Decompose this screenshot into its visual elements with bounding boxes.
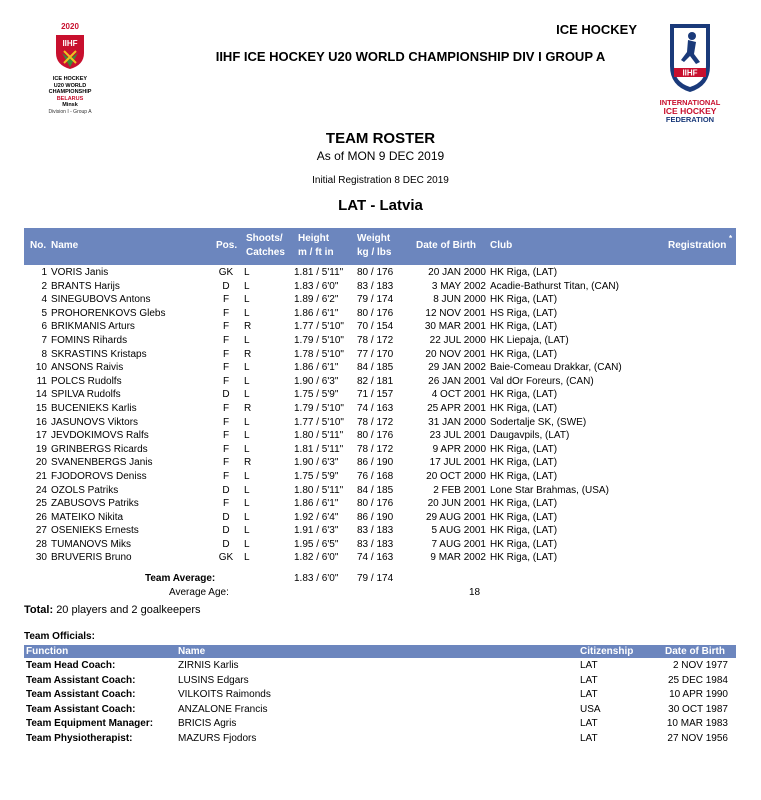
initial-registration: Initial Registration 8 DEC 2019	[312, 175, 449, 186]
player-club: HS Riga, (LAT)	[490, 307, 558, 319]
player-weight: 83 / 183	[357, 525, 394, 537]
official-citizenship: LAT	[580, 674, 598, 686]
team-average-label: Team Average:	[145, 573, 216, 584]
player-number: 7	[41, 334, 47, 346]
team-average-weight: 79 / 174	[357, 573, 394, 584]
player-position: D	[222, 538, 230, 550]
event-logo-year: 2020	[61, 22, 79, 31]
official-citizenship: LAT	[580, 732, 598, 744]
event-title: IIHF ICE HOCKEY U20 WORLD CHAMPIONSHIP DIV I GROUP A	[215, 49, 606, 64]
list-item	[24, 674, 736, 689]
official-dob: 27 NOV 1956	[667, 732, 728, 744]
list-item	[24, 732, 736, 747]
player-name: JASUNOVS Viktors	[51, 416, 139, 428]
player-club: HK Liepaja, (LAT)	[490, 334, 569, 346]
roster-table	[24, 266, 736, 565]
player-height: 1.79 / 5'10"	[294, 402, 344, 414]
player-club: Daugavpils, (LAT)	[490, 430, 570, 442]
player-position: F	[222, 294, 230, 306]
table-row	[24, 497, 736, 511]
player-position: F	[222, 402, 230, 414]
player-height: 1.90 / 6'3"	[294, 457, 339, 469]
table-row	[24, 361, 736, 375]
player-shoots: R	[244, 402, 252, 414]
player-name: OZOLS Patriks	[51, 484, 119, 496]
player-name: BRUVERIS Bruno	[51, 552, 132, 564]
player-number: 25	[35, 498, 47, 510]
player-position: D	[222, 484, 230, 496]
player-dob: 20 JAN 2000	[428, 267, 486, 278]
official-citizenship: LAT	[580, 718, 598, 730]
player-dob: 26 JAN 2001	[428, 375, 486, 387]
player-club: HK Riga, (LAT)	[490, 457, 558, 469]
player-number: 11	[36, 375, 47, 387]
player-height: 1.79 / 5'10"	[294, 334, 344, 346]
player-name: BRANTS Harijs	[51, 280, 120, 292]
player-name: ANSONS Raivis	[51, 362, 124, 374]
player-number: 26	[35, 511, 47, 523]
official-dob: 10 APR 1990	[669, 689, 728, 701]
official-name: BRICIS Agris	[178, 718, 237, 730]
col-name: Name	[51, 240, 79, 251]
player-height: 1.86 / 6'1"	[294, 307, 339, 319]
official-function: Team Physiotherapist:	[26, 732, 133, 744]
list-item	[24, 688, 736, 703]
player-shoots: L	[244, 375, 250, 387]
player-dob: 9 MAR 2002	[430, 552, 486, 564]
player-weight: 71 / 157	[357, 389, 394, 401]
player-weight: 74 / 163	[357, 552, 394, 564]
player-shoots: L	[244, 498, 250, 510]
player-club: HK Riga, (LAT)	[490, 389, 558, 401]
table-row	[24, 402, 736, 416]
total-summary	[24, 604, 201, 616]
player-height: 1.77 / 5'10"	[294, 321, 344, 333]
table-row	[24, 443, 736, 457]
table-row	[24, 456, 736, 470]
player-dob: 7 AUG 2001	[431, 538, 486, 550]
player-number: 28	[35, 538, 47, 550]
as-of-date: As of MON 9 DEC 2019	[316, 149, 445, 163]
player-weight: 78 / 172	[357, 334, 394, 346]
player-position: F	[222, 348, 230, 360]
event-logo-line3: CHAMPIONSHIP	[48, 89, 92, 95]
officials-header	[24, 645, 736, 658]
player-weight: 74 / 163	[357, 402, 394, 414]
player-dob: 30 MAR 2001	[424, 321, 486, 333]
player-number: 19	[35, 443, 47, 455]
player-dob: 9 APR 2000	[432, 443, 486, 455]
player-position: F	[222, 457, 230, 469]
player-name: SINEGUBOVS Antons	[51, 294, 151, 306]
player-dob: 17 JUL 2001	[429, 457, 486, 469]
official-function: Team Assistant Coach:	[26, 703, 136, 715]
player-shoots: R	[244, 457, 252, 469]
player-height: 1.92 / 6'4"	[294, 511, 339, 523]
player-dob: 22 JUL 2000	[429, 334, 486, 346]
player-position: D	[222, 280, 230, 292]
player-number: 14	[35, 389, 47, 401]
official-name: ANZALONE Francis	[178, 703, 268, 715]
average-age-label: Average Age:	[169, 587, 229, 598]
player-position: F	[222, 362, 230, 374]
table-row	[24, 348, 736, 362]
officials-table	[24, 659, 736, 747]
player-shoots: L	[244, 416, 250, 428]
official-dob: 10 MAR 1983	[666, 718, 728, 730]
player-dob: 20 JUN 2001	[427, 498, 486, 510]
player-position: F	[222, 498, 230, 510]
player-position: F	[222, 470, 230, 482]
player-height: 1.90 / 6'3"	[294, 375, 339, 387]
player-dob: 20 OCT 2000	[426, 470, 486, 482]
player-club: HK Riga, (LAT)	[490, 498, 558, 510]
player-height: 1.86 / 6'1"	[294, 362, 339, 374]
player-club: HK Riga, (LAT)	[490, 525, 558, 537]
table-row	[24, 293, 736, 307]
table-row	[24, 429, 736, 443]
player-position: D	[222, 511, 230, 523]
sport-title: ICE HOCKEY	[556, 22, 637, 37]
col-registration-mark: *	[729, 234, 733, 243]
col-pos: Pos.	[216, 240, 238, 251]
iihf-logo-line2: ICE HOCKEY	[663, 106, 717, 116]
player-height: 1.80 / 5'11"	[294, 430, 344, 442]
player-dob: 8 JUN 2000	[433, 294, 486, 306]
player-position: D	[222, 389, 230, 401]
player-position: GK	[218, 552, 234, 564]
official-name: ZIRNIS Karlis	[178, 660, 239, 671]
col-weight-units: kg / lbs	[357, 247, 392, 258]
player-position: F	[222, 307, 230, 319]
player-weight: 80 / 176	[357, 307, 394, 319]
iihf-logo	[652, 22, 728, 124]
player-shoots: L	[244, 538, 250, 550]
official-dob: 30 OCT 1987	[668, 703, 728, 715]
event-logo-city: Minsk	[62, 102, 78, 108]
player-name: VORIS Janis	[51, 267, 109, 278]
player-club: HK Riga, (LAT)	[490, 552, 558, 564]
player-shoots: R	[244, 321, 252, 333]
player-height: 1.75 / 5'9"	[294, 389, 339, 401]
player-club: HK Riga, (LAT)	[490, 294, 558, 306]
table-row	[24, 266, 736, 280]
table-row	[24, 280, 736, 294]
player-name: PROHORENKOVS Glebs	[51, 307, 166, 319]
player-number: 21	[35, 470, 47, 482]
player-shoots: L	[244, 470, 250, 482]
player-weight: 79 / 174	[357, 294, 394, 306]
roster-header	[24, 228, 736, 265]
iihf-logo-line1: INTERNATIONAL	[659, 98, 721, 107]
player-club: HK Riga, (LAT)	[490, 402, 558, 414]
player-weight: 82 / 181	[357, 375, 394, 387]
player-shoots: L	[244, 294, 250, 306]
player-dob: 2 FEB 2001	[433, 484, 486, 496]
player-position: F	[222, 416, 230, 428]
player-name: JEVDOKIMOVS Ralfs	[51, 430, 149, 442]
player-number: 2	[41, 280, 47, 292]
player-number: 27	[35, 525, 47, 537]
off-col-name: Name	[178, 646, 206, 657]
svg-text:IIHF: IIHF	[62, 39, 78, 48]
col-registration: Registration	[668, 240, 727, 251]
table-row	[24, 484, 736, 498]
player-dob: 12 NOV 2001	[425, 307, 486, 319]
player-number: 20	[35, 457, 47, 469]
player-shoots: L	[244, 443, 250, 455]
player-dob: 3 MAY 2002	[431, 280, 486, 292]
player-height: 1.86 / 6'1"	[294, 498, 339, 510]
player-weight: 76 / 168	[357, 470, 394, 482]
player-weight: 80 / 176	[357, 498, 394, 510]
col-shoots: Shoots/	[246, 233, 283, 244]
player-club: Val dOr Foreurs, (CAN)	[490, 375, 594, 387]
player-name: SVANENBERGS Janis	[51, 457, 153, 469]
player-position: D	[222, 525, 230, 537]
player-name: GRINBERGS Ricards	[51, 443, 148, 455]
player-name: SPILVA Rudolfs	[51, 389, 121, 401]
official-name: MAZURS Fjodors	[178, 732, 257, 744]
player-shoots: L	[244, 484, 250, 496]
off-col-citizenship: Citizenship	[580, 646, 634, 657]
player-shoots: L	[244, 280, 250, 292]
player-shoots: L	[244, 525, 250, 537]
player-club: HK Riga, (LAT)	[490, 443, 558, 455]
table-row	[24, 524, 736, 538]
official-function: Team Head Coach:	[26, 660, 116, 671]
col-height-units: m / ft in	[298, 247, 334, 258]
player-number: 4	[41, 294, 47, 306]
table-row	[24, 388, 736, 402]
player-club: HK Riga, (LAT)	[490, 511, 558, 523]
player-dob: 31 JAN 2000	[428, 416, 486, 428]
official-function: Team Assistant Coach:	[26, 689, 136, 701]
iihf-logo-line3: FEDERATION	[665, 115, 715, 124]
table-row	[24, 307, 736, 321]
player-club: HK Riga, (LAT)	[490, 267, 558, 278]
col-catches: Catches	[246, 247, 285, 258]
player-dob: 29 AUG 2001	[425, 511, 486, 523]
player-shoots: L	[244, 362, 250, 374]
table-row	[24, 511, 736, 525]
event-logo-line2: U20 WORLD	[53, 82, 87, 89]
team-average-height: 1.83 / 6'0"	[294, 573, 339, 584]
player-shoots: R	[244, 348, 252, 360]
player-number: 10	[35, 362, 47, 374]
player-position: F	[222, 321, 230, 333]
player-number: 16	[35, 416, 47, 428]
table-row	[24, 375, 736, 389]
player-number: 24	[35, 484, 47, 496]
player-weight: 80 / 176	[357, 430, 394, 442]
player-number: 1	[41, 267, 47, 278]
player-height: 1.80 / 5'11"	[294, 484, 344, 496]
player-shoots: L	[244, 389, 250, 401]
event-logo-line1: ICE HOCKEY	[52, 76, 88, 82]
player-height: 1.75 / 5'9"	[294, 470, 339, 482]
player-weight: 78 / 172	[357, 416, 394, 428]
player-weight: 78 / 172	[357, 443, 394, 455]
player-number: 15	[35, 402, 47, 414]
official-citizenship: LAT	[580, 689, 598, 701]
total-label: Total:	[24, 604, 54, 616]
col-height: Height	[298, 233, 330, 244]
page-title: TEAM ROSTER	[325, 130, 436, 147]
event-logo-country: BELARUS	[56, 95, 84, 102]
player-height: 1.91 / 6'3"	[294, 525, 339, 537]
table-row	[24, 551, 736, 565]
player-weight: 86 / 190	[357, 511, 394, 523]
player-name: MATEIKO Nikita	[51, 511, 124, 523]
col-dob: Date of Birth	[416, 240, 476, 251]
team-name: LAT - Latvia	[338, 197, 423, 214]
player-name: OSENIEKS Ernests	[51, 525, 139, 537]
table-row	[24, 416, 736, 430]
player-number: 17	[35, 430, 47, 442]
player-shoots: L	[244, 334, 250, 346]
official-name: VILKOITS Raimonds	[178, 689, 271, 701]
table-row	[24, 334, 736, 348]
average-age-value: 18	[469, 587, 481, 598]
player-name: FOMINS Rihards	[51, 334, 128, 346]
off-col-dob: Date of Birth	[665, 646, 725, 657]
event-logo	[34, 22, 106, 115]
player-dob: 4 OCT 2001	[431, 389, 486, 401]
player-height: 1.82 / 6'0"	[294, 552, 339, 564]
player-name: ZABUSOVS Patriks	[51, 498, 139, 510]
player-club: HK Riga, (LAT)	[490, 538, 558, 550]
player-number: 30	[35, 552, 47, 564]
player-height: 1.77 / 5'10"	[294, 416, 344, 428]
player-weight: 77 / 170	[357, 348, 394, 360]
player-club: HK Riga, (LAT)	[490, 348, 558, 360]
player-height: 1.89 / 6'2"	[294, 294, 339, 306]
officials-title: Team Officials:	[24, 631, 95, 642]
player-name: FJODOROVS Deniss	[51, 470, 147, 482]
player-weight: 84 / 185	[357, 484, 394, 496]
list-item	[24, 659, 736, 674]
official-citizenship: USA	[580, 703, 601, 715]
player-name: TUMANOVS Miks	[51, 538, 131, 550]
player-dob: 29 JAN 2002	[428, 362, 486, 374]
player-weight: 84 / 185	[357, 362, 394, 374]
player-name: POLCS Rudolfs	[51, 375, 122, 387]
player-weight: 83 / 183	[357, 280, 394, 292]
col-weight: Weight	[357, 233, 391, 244]
player-name: BRIKMANIS Arturs	[51, 321, 135, 333]
player-name: SKRASTINS Kristaps	[51, 348, 147, 360]
off-col-function: Function	[26, 646, 69, 657]
player-weight: 86 / 190	[357, 457, 394, 469]
player-weight: 83 / 183	[357, 538, 394, 550]
official-dob: 25 DEC 1984	[667, 674, 728, 686]
player-club: Sodertalje SK, (SWE)	[490, 416, 587, 428]
table-row	[24, 538, 736, 552]
table-row	[24, 320, 736, 334]
player-weight: 70 / 154	[357, 321, 394, 333]
svg-text:IIHF: IIHF	[682, 68, 698, 78]
player-club: Acadie-Bathurst Titan, (CAN)	[490, 280, 619, 292]
player-dob: 5 AUG 2001	[431, 525, 486, 537]
official-citizenship: LAT	[580, 660, 598, 671]
player-number: 8	[41, 348, 47, 360]
player-position: F	[222, 443, 230, 455]
player-position: F	[222, 334, 230, 346]
col-club: Club	[490, 240, 513, 251]
player-club: HK Riga, (LAT)	[490, 470, 558, 482]
player-dob: 25 APR 2001	[427, 402, 486, 414]
list-item	[24, 717, 736, 732]
player-height: 1.95 / 6'5"	[294, 538, 339, 550]
player-shoots: L	[244, 307, 250, 319]
official-name: LUSINS Edgars	[178, 674, 249, 686]
player-club: HK Riga, (LAT)	[490, 321, 558, 333]
player-height: 1.83 / 6'0"	[294, 280, 339, 292]
player-name: BUCENIEKS Karlis	[51, 402, 137, 414]
player-club: Lone Star Brahmas, (USA)	[490, 484, 609, 496]
player-height: 1.78 / 5'10"	[294, 348, 344, 360]
player-height: 1.81 / 5'11"	[294, 267, 344, 278]
player-club: Baie-Comeau Drakkar, (CAN)	[490, 362, 622, 374]
total-text: 20 players and 2 goalkeepers	[56, 604, 201, 616]
iihf-shield-icon	[668, 22, 712, 94]
player-shoots: L	[244, 552, 250, 564]
event-logo-division: Division I - Group A	[48, 108, 92, 115]
player-dob: 20 NOV 2001	[425, 348, 486, 360]
player-position: F	[222, 375, 230, 387]
player-shoots: L	[244, 511, 250, 523]
player-position: GK	[218, 267, 234, 278]
player-dob: 23 JUL 2001	[429, 430, 486, 442]
official-function: Team Assistant Coach:	[26, 674, 136, 686]
official-function: Team Equipment Manager:	[26, 718, 154, 730]
list-item	[24, 703, 736, 718]
player-shoots: L	[244, 267, 250, 278]
col-no: No.	[30, 240, 47, 251]
player-number: 5	[41, 307, 47, 319]
player-height: 1.81 / 5'11"	[294, 443, 344, 455]
table-row	[24, 470, 736, 484]
player-shoots: L	[244, 430, 250, 442]
player-weight: 80 / 176	[357, 267, 394, 278]
player-number: 6	[41, 321, 47, 333]
official-dob: 2 NOV 1977	[672, 660, 728, 671]
player-position: F	[222, 430, 230, 442]
